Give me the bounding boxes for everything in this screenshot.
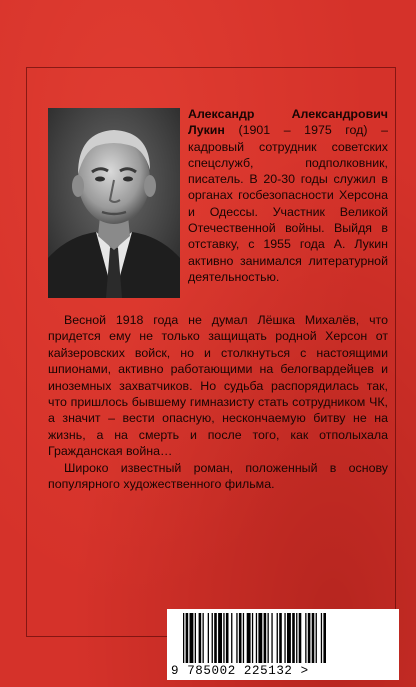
book-synopsis — [48, 312, 388, 492]
barcode-icon — [181, 613, 385, 663]
author-bio-text: (1901 – 1975 год) – кадровый сотрудник советских спецслужб, подполковник, писатель. В 20-30 годы служил в органах госбезопасности Херсона и Одессы. Участник Великой Отечественной войны. Выйдя в отставку, с 1955 года А. Лукин активно занимался литературной деятельностью. — [188, 123, 388, 284]
author-bio — [188, 106, 388, 285]
barcode-digits: 9 785002 225132 > — [171, 664, 309, 678]
author-name: Александр Александрович Лукин — [188, 107, 388, 138]
synopsis-paragraph: Широко известный роман, положенный в основу популярного художественного фильма. — [48, 460, 388, 492]
author-portrait — [48, 108, 180, 298]
synopsis-paragraph: Весной 1918 года не думал Лёшка Михалёв, что придется ему не только защищать родной Херсон от кайзеровских войск, но и столкнуться с настоящими шпионами, активно работающими на белогвардейцев и иноземных захватчиков. Но судьба распорядилась так, что пришлось бывшему гимназисту стать сотрудником ЧК, а значит – вести опасную, нескончаемую битву не на жизнь, а на смерть и после того, как отполыхала Гражданская война… — [48, 313, 388, 459]
isbn-barcode — [167, 609, 399, 680]
